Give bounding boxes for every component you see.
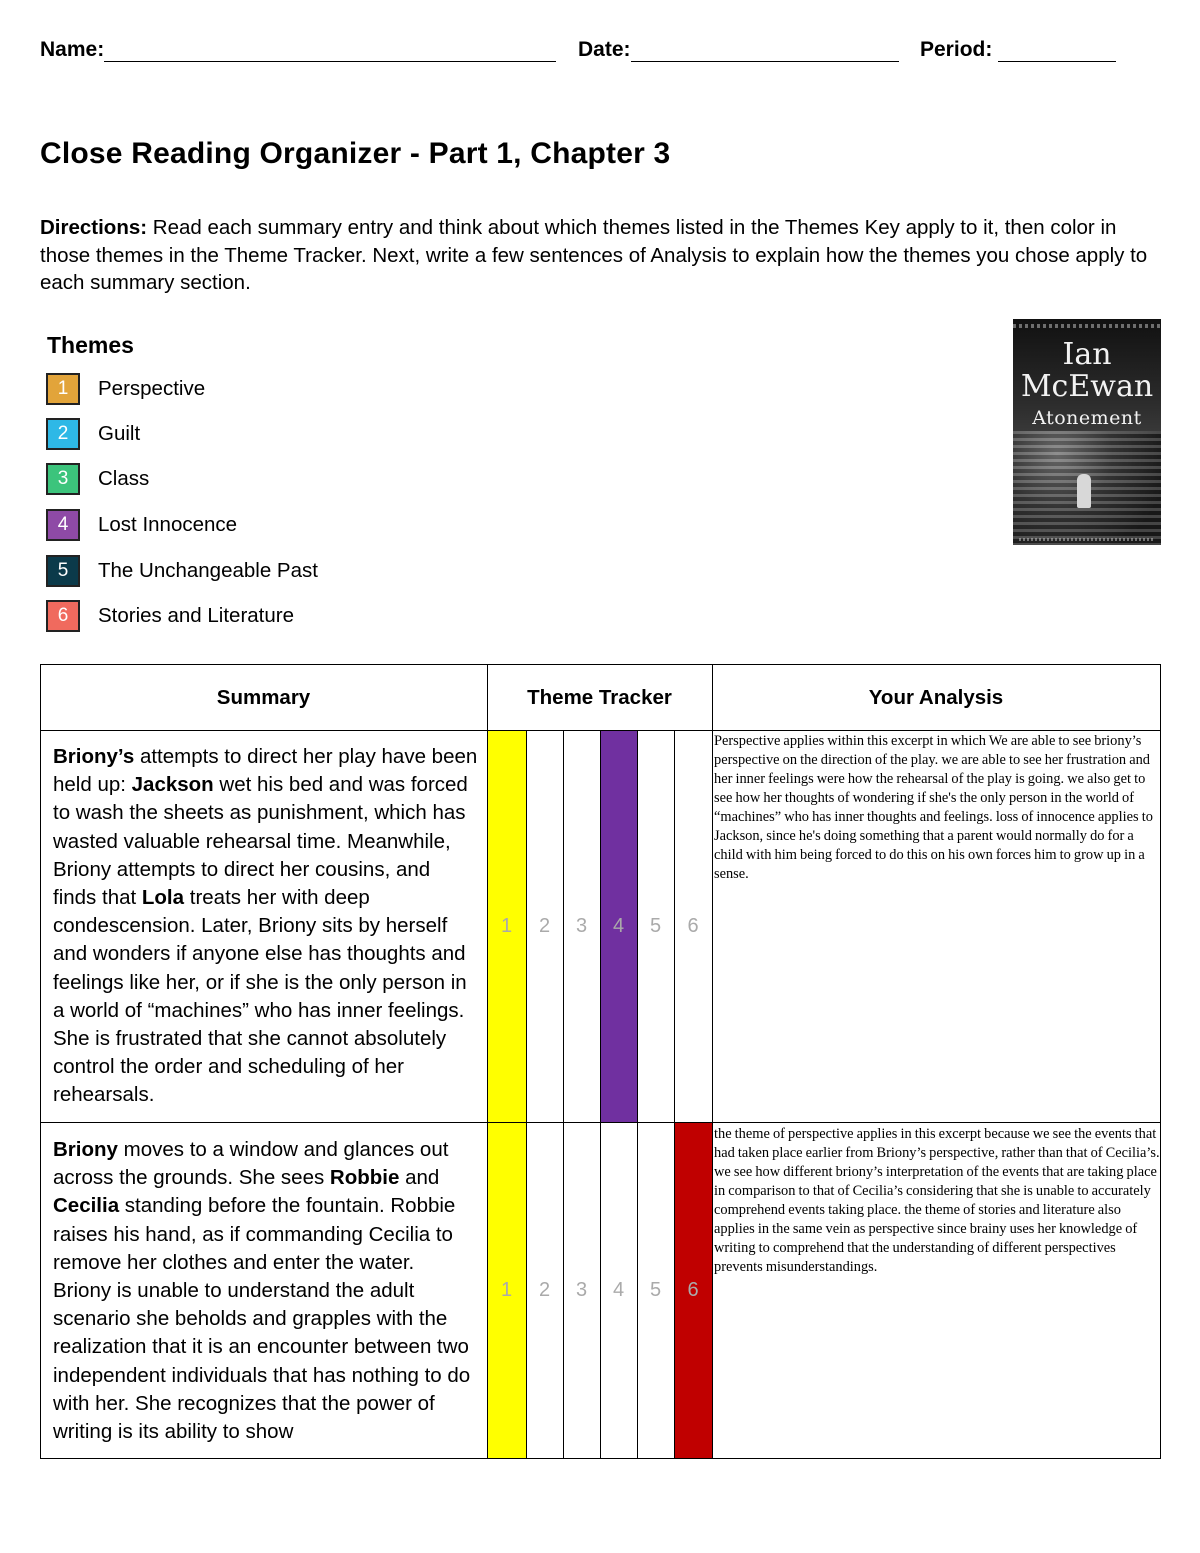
tracker-cell-theme-4[interactable]: 4 [612, 1278, 625, 1301]
character-name: Briony [53, 1138, 118, 1161]
period-blank[interactable] [998, 39, 1116, 62]
table-border [712, 664, 713, 1459]
cover-footer [1019, 538, 1155, 541]
date-label: Date: [578, 38, 631, 61]
theme-label: Class [98, 467, 150, 490]
tracker-cell-theme-1[interactable]: 1 [487, 1122, 526, 1458]
period-field[interactable] [920, 38, 1116, 62]
theme-swatch: 3 [46, 463, 80, 495]
tracker-cell-theme-5[interactable]: 5 [649, 1278, 662, 1301]
name-blank[interactable] [104, 39, 556, 62]
theme-key-item [46, 507, 237, 543]
period-label: Period: [920, 38, 993, 61]
theme-key-item [46, 461, 149, 497]
theme-swatch: 4 [46, 509, 80, 541]
summary-text: treats her with deep condescension. Later, Briony sits by herself and wonders if anyone else has thoughts and feelings like her, or if she is the only person in a world of “machines” who has inner feelings. She is frustrated that she cannot absolutely control the order and scheduling of her rehearsals. [53, 886, 467, 1107]
character-name: Briony’s [53, 745, 135, 768]
directions-text: Read each summary entry and think about which themes listed in the Themes Key apply to it, then color in those themes in the Theme Tracker. Next, write a few sentences of Analysis to explain how the themes you chose apply to each summary section. [40, 216, 1148, 294]
summary-text: moves to a window and glances out across the grounds. She sees [53, 1138, 449, 1190]
page-title: Close Reading Organizer - Part 1, Chapter 3 [40, 137, 671, 170]
theme-label: Perspective [98, 377, 206, 400]
theme-key-item [46, 416, 140, 452]
cover-author-first: Ian [1062, 337, 1112, 372]
summary-cell-1 [53, 743, 478, 1110]
book-cover-image [1013, 319, 1161, 545]
summary-text: attempts to direct her play have been held up: [53, 745, 478, 797]
analysis-cell-2[interactable]: the theme of perspective applies in this excerpt because we see the events that had taken place earlier from Briony’s perspective, rather than that of Cecilia’s. we see how different briony’s interpretation of the events that are taking place in comparison to that of Cecilia’s considering that she is unable to accurately comprehend events taking place. the theme of stories and literature also applies in the same vein as perspective since brainy uses her knowledge of writing to comprehend that the understanding of different perspectives prevents misunderstandings. [714, 1126, 1160, 1275]
tracker-cell-theme-3[interactable]: 3 [575, 914, 588, 937]
date-blank[interactable] [631, 39, 899, 62]
theme-key-item [46, 598, 294, 634]
theme-swatch: 5 [46, 555, 80, 587]
analysis-header: Your Analysis [868, 686, 1004, 709]
tracker-cell-theme-2[interactable]: 2 [538, 914, 551, 937]
cover-tagline [1013, 324, 1161, 328]
name-label: Name: [40, 38, 105, 61]
tracker-cell-theme-6[interactable]: 6 [687, 914, 699, 937]
summary-cell-2 [53, 1136, 478, 1446]
analysis-cell-1[interactable]: Perspective applies within this excerpt in which We are able to see briony’s perspective on the direction of the play. we are able to see her frustration and her inner feelings were how the rehearsal of the play is going. we also get to see how her thoughts of wondering if she's the only person in the world of “machines” who has inner thoughts and feelings. loss of innocence applies to Jackson, since he's doing something that a parent would normally do for a child with him being forced to do this on his own forces him to grow up in a sense. [714, 733, 1153, 882]
tracker-cell-theme-3[interactable]: 3 [575, 1278, 588, 1301]
directions-label: Directions: [40, 216, 148, 239]
summary-text: and [399, 1166, 440, 1190]
theme-label: Stories and Literature [98, 604, 295, 627]
themes-heading: Themes [47, 332, 134, 358]
character-name: Robbie [329, 1166, 400, 1190]
tracker-cell-theme-6[interactable]: 6 [674, 1122, 712, 1458]
date-field[interactable] [578, 38, 899, 62]
summary-header: Summary [216, 686, 311, 709]
cover-author-last: McEwan [1020, 369, 1154, 404]
tracker-cell-theme-4[interactable]: 4 [600, 730, 637, 1122]
theme-swatch: 1 [46, 373, 80, 405]
theme-swatch: 6 [46, 600, 80, 632]
tracker-cell-theme-2[interactable]: 2 [538, 1278, 551, 1301]
theme-label: The Unchangeable Past [98, 559, 318, 582]
cover-title: Atonement [1032, 407, 1142, 429]
tracker-cell-theme-5[interactable]: 5 [649, 914, 662, 937]
theme-key-item [46, 553, 318, 589]
character-name: Cecilia [53, 1194, 120, 1218]
theme-tracker-header: Theme Tracker [527, 686, 672, 709]
summary-text: wet his bed and was forced to wash the sheets as punishment, which has wasted valuable rehearsal time. Meanwhile, Briony attempts to direct her cousins, and finds that [53, 773, 468, 910]
theme-label: Lost Innocence [98, 513, 238, 536]
character-name: Lola [141, 886, 185, 910]
table-border [40, 1458, 1161, 1459]
theme-label: Guilt [98, 422, 141, 445]
summary-text: standing before the fountain. Robbie raises his hand, as if commanding Cecilia to remove her clothes and enter the water. Briony is unable to understand the adult scenario she beholds and grapples with the realization that it is an encounter between two independent individuals that has nothing to do with her. She recognizes that the power of writing is its ability to show [53, 1194, 471, 1444]
cover-figure [1077, 474, 1091, 508]
table-border [1160, 664, 1161, 1459]
directions [40, 214, 1160, 297]
theme-key-item [46, 371, 205, 407]
character-name: Jackson [131, 773, 214, 797]
name-field[interactable] [40, 38, 556, 62]
tracker-cell-theme-1[interactable]: 1 [487, 730, 526, 1122]
table-border [40, 664, 41, 1459]
theme-swatch: 2 [46, 418, 80, 450]
